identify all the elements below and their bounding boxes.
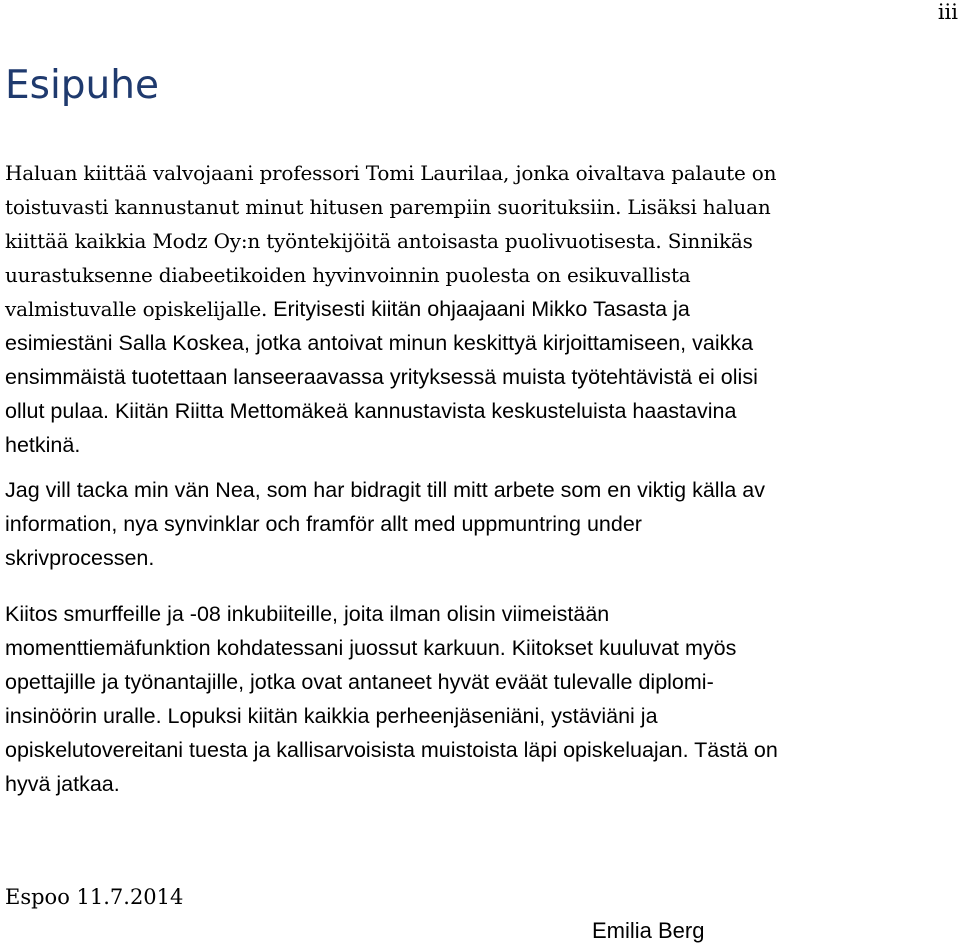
- paragraph-line: uurastuksenne diabeetikoiden hyvinvoinnin puolesta on esikuvallista: [5, 263, 691, 287]
- paragraph-line: momenttiemäfunktion kohdatessani juossut karkuun. Kiitokset kuuluvat myös: [5, 636, 737, 660]
- paragraph-line: toistuvasti kannustanut minut hitusen parempiin suorituksiin. Lisäksi haluan: [5, 195, 771, 219]
- paragraph-line-sans-part: Erityisesti kiitän ohjaajaani Mikko Tasasta ja: [267, 297, 690, 321]
- paragraph-acknowledgements-swedish: [5, 473, 765, 575]
- paragraph-acknowledgements-finnish: [5, 156, 776, 462]
- paragraph-line: kiittää kaikkia Modz Oy:n työntekijöitä antoisasta puolivuotisesta. Sinnikäs: [5, 229, 753, 253]
- paragraph-line-serif-part: valmistuvalle opiskelijalle.: [5, 297, 268, 321]
- page-title: Esipuhe: [5, 63, 159, 108]
- paragraph-line: esimiestäni Salla Koskea, jotka antoivat minun keskittyä kirjoittamiseen, vaikka: [5, 331, 754, 355]
- paragraph-line: opiskelutovereitani tuesta ja kallisarvoisista muistoista läpi opiskeluajan. Tästä on: [5, 738, 778, 762]
- paragraph-line: skrivprocessen.: [5, 546, 155, 570]
- paragraph-line: [5, 292, 776, 326]
- paragraph-line: ensimmäistä tuotettaan lanseeraavassa yrityksessä muista työtehtävistä ei olisi: [5, 365, 758, 389]
- author-signature: Emilia Berg: [592, 918, 705, 943]
- paragraph-line: Kiitos smurffeille ja -08 inkubiiteille, joita ilman olisin viimeistään: [5, 602, 610, 626]
- paragraph-acknowledgements-closing: [5, 597, 778, 801]
- place-and-date: Espoo 11.7.2014: [5, 885, 184, 909]
- paragraph-line: hyvä jatkaa.: [5, 772, 120, 796]
- paragraph-line: hetkinä.: [5, 433, 81, 457]
- page-number: iii: [937, 0, 958, 24]
- paragraph-line: Jag vill tacka min vän Nea, som har bidragit till mitt arbete som en viktig källa av: [5, 478, 765, 502]
- paragraph-line: Haluan kiittää valvojaani professori Tomi Laurilaa, jonka oivaltava palaute on: [5, 161, 777, 185]
- paragraph-line: opettajille ja työnantajille, jotka ovat antaneet hyvät eväät tulevalle diplomi-: [5, 670, 714, 694]
- paragraph-line: insinöörin uralle. Lopuksi kiitän kaikkia perheenjäseniäni, ystäviäni ja: [5, 704, 658, 728]
- paragraph-line: ollut pulaa. Kiitän Riitta Mettomäkeä kannustavista keskusteluista haastavina: [5, 399, 737, 423]
- paragraph-line: information, nya synvinklar och framför allt med uppmuntring under: [5, 512, 642, 536]
